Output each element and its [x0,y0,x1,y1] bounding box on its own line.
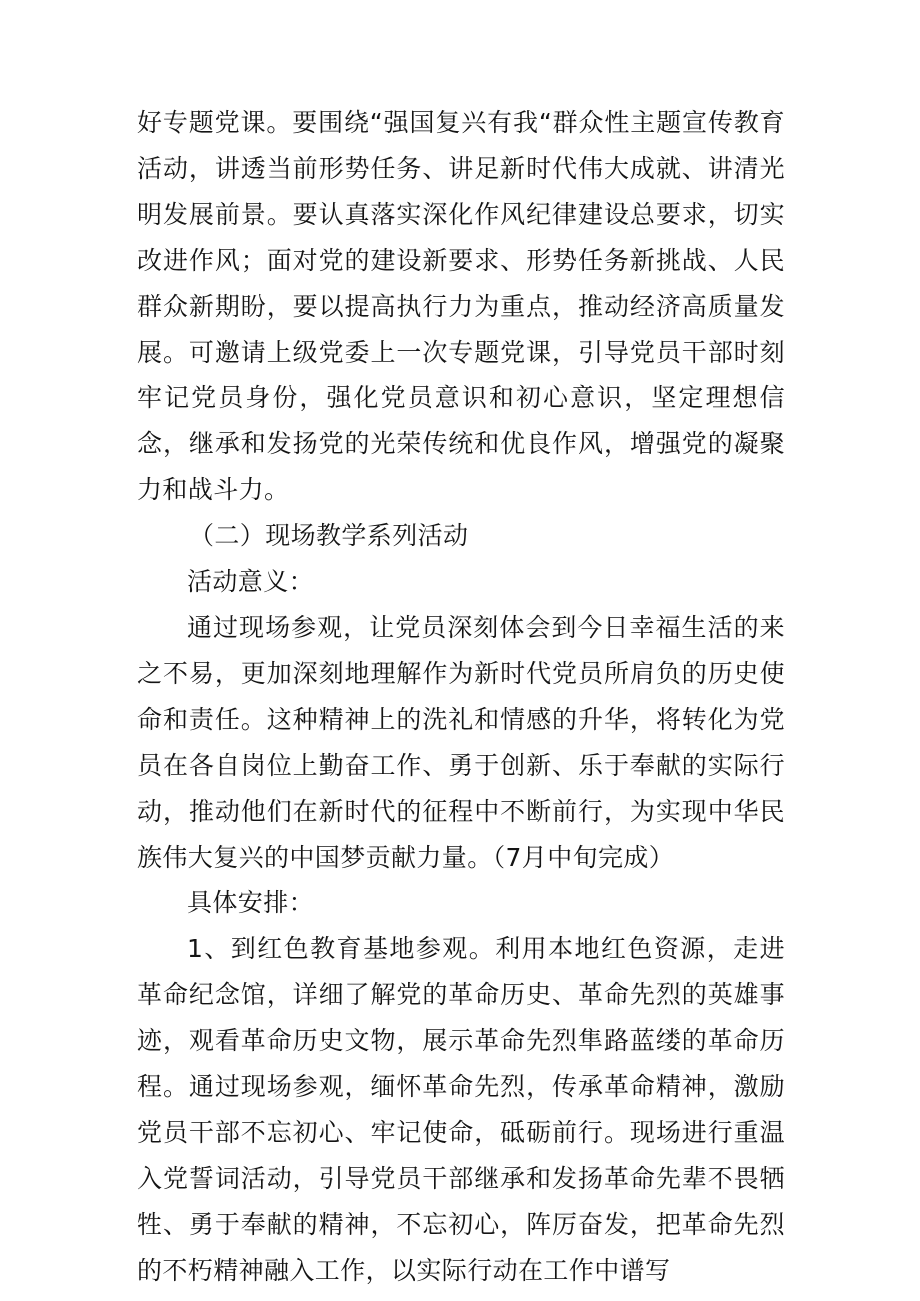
paragraph-activity-significance: 通过现场参观，让党员深刻体会到今日幸福生活的来之不易，更加深刻地理解作为新时代党员所肩负的历史使命和责任。这种精神上的洗礼和情感的升华，将转化为党员在各自岗位上勤奋工作、勇于创新、乐于奉献的实际行动，推动他们在新时代的征程中不断前行，为实现中华民族伟大复兴的中国梦贡献力量。（7月中旬完成） [137,612,785,872]
label-specific-arrangement: 具体安排： [187,888,315,918]
section-heading-onsite-teaching: （二）现场教学系列活动 [189,521,469,551]
label-activity-significance: 活动意义： [187,567,315,597]
paragraph-red-education-visit: 1、到红色教育基地参观。利用本地红色资源，走进革命纪念馆，详细了解党的革命历史、革命先烈的英雄事迹，观看革命历史文物，展示革命先烈隼路蓝缕的革命历程。通过现场参观，缅怀革命先烈，传承革命精神，激励党员干部不忘初心、牢记使命，砥砺前行。现场进行重温入党誓词活动，引导党员干部继承和发扬革命先辈不畏牺牲、勇于奉献的精神，不忘初心，阵厉奋发，把革命先烈的不朽精神融入工作，以实际行动在工作中谱写 [137,934,785,1285]
paragraph-party-lecture: 好专题党课。要围绕“强国复兴有我“群众性主题宣传教育活动，讲透当前形势任务、讲足新时代伟大成就、讲清光明发展前景。要认真落实深化作风纪律建设总要求，切实改进作风；面对党的建设新要求、形势任务新挑战、人民群众新期盼，要以提高执行力为重点，推动经济高质量发展。可邀请上级党委上一次专题党课，引导党员干部时刻牢记党员身份，强化党员意识和初心意识，坚定理想信念，继承和发扬党的光荣传统和优良作风，增强党的凝聚力和战斗力。 [137,108,785,505]
document-body [137,100,785,1294]
